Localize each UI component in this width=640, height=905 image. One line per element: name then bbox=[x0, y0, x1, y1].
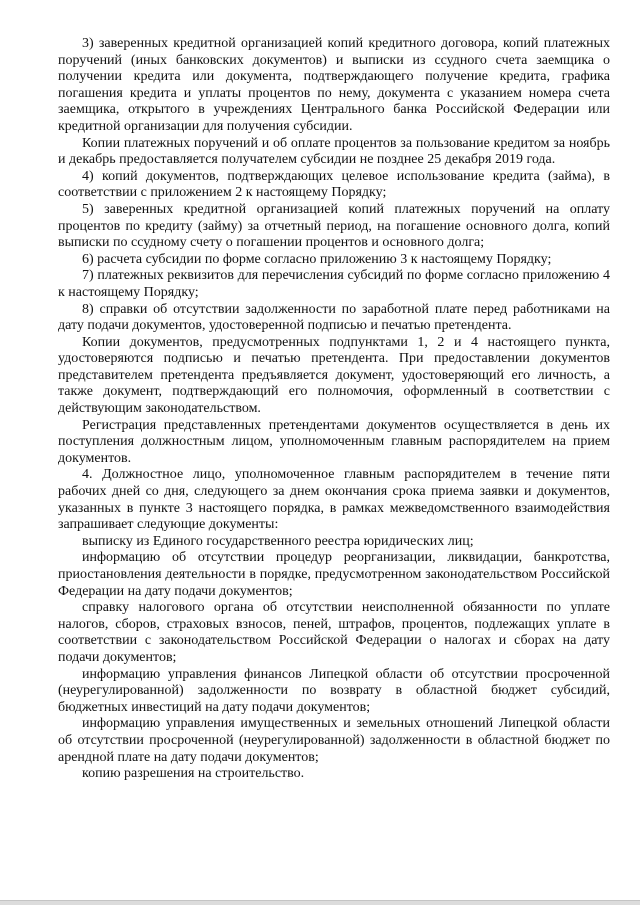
paragraph-document-certification: Копии документов, предусмотренных подпунктами 1, 2 и 4 настоящего пункта, удостоверяются подписью и печатью претендента. При предоставлении документов представителем претендента предъявляется документ, удостоверяющий его личность, а также документ, подтверждающий его полномочия, оформленный в соответствии с действующим законодательством. bbox=[58, 334, 610, 417]
list-item-tax-certificate: справку налогового органа об отсутствии неисполненной обязанности по уплате налогов, сборов, страховых взносов, пеней, штрафов, процентов, подлежащих уплате в соответствии с законодательством Российской Федерации о налогах и сборах на дату подачи документов; bbox=[58, 600, 610, 665]
list-item-finance-info: информацию управления финансов Липецкой области об отсутствии просроченной (неурегулированной) задолженности по возврату в областной бюджет субсидий, бюджетных инвестиций на дату подачи документов; bbox=[58, 666, 610, 715]
paragraph-item-5: 5) заверенных кредитной организацией копий платежных поручений на оплату процентов по кредиту (займу) за отчетный период, на погашение основного долга, копий выписки по ссудному счету о погашении процентов и основного долга; bbox=[58, 201, 610, 251]
paragraph-item-6: 6) расчета субсидии по форме согласно приложению 3 к настоящему Порядку; bbox=[82, 251, 552, 267]
list-item-reorganization-info: информацию об отсутствии процедур реорганизации, ликвидации, банкротства, приостановления деятельности в порядке, предусмотренном законодательством Российской Федерации на дату подачи документов; bbox=[58, 550, 610, 599]
paragraph-item-4: 4) копий документов, подтверждающих целевое использование кредита (займа), в соответствии с приложением 2 к настоящему Порядку; bbox=[58, 168, 610, 201]
paragraph-item-3: 3) заверенных кредитной организацией копий кредитного договора, копий платежных поручений (иных банковских документов) и выписки из ссудного счета заемщика о получении кредита или документа, подтверждающего получение кредита, графика погашения кредита и уплаты процентов по нему, документа с указанием номера счета заемщика, открытого в учреждениях Центрального банка Российской Федерации или кредитной организации для получения субсидии. bbox=[58, 36, 610, 134]
paragraph-section-4: 4. Должностное лицо, уполномоченное главным распорядителем в течение пяти рабочих дней со дня, следующего за днем окончания срока приема заявки и документов, указанных в пункте 3 настоящего порядка, в рамках межведомственного взаимодействия запрашивает следующие документы: bbox=[58, 467, 610, 533]
document-page bbox=[58, 36, 610, 783]
list-item-registry-extract: выписку из Единого государственного реестра юридических лиц; bbox=[82, 533, 474, 549]
scan-bottom-edge bbox=[0, 900, 640, 905]
paragraph-payment-copies-deadline: Копии платежных поручений и об оплате процентов за пользование кредитом за ноябрь и декабрь предоставляется получателем субсидии не позднее 25 декабря 2019 года. bbox=[58, 135, 610, 168]
paragraph-item-8: 8) справки об отсутствии задолженности по заработной плате перед работниками на дату подачи документов, удостоверенной подписью и печатью претендента. bbox=[58, 301, 610, 334]
list-item-property-info: информацию управления имущественных и земельных отношений Липецкой области об отсутствии просроченной (неурегулированной) задолженности в областной бюджет по арендной плате на дату подачи документов; bbox=[58, 716, 610, 765]
paragraph-registration: Регистрация представленных претендентами документов осуществляется в день их поступления должностным лицом, уполномоченным главным распорядителем на прием документов. bbox=[58, 417, 610, 466]
paragraph-item-7: 7) платежных реквизитов для перечисления субсидий по форме согласно приложению 4 к настоящему Порядку; bbox=[58, 268, 610, 300]
list-item-building-permit: копию разрешения на строительство. bbox=[82, 766, 305, 782]
